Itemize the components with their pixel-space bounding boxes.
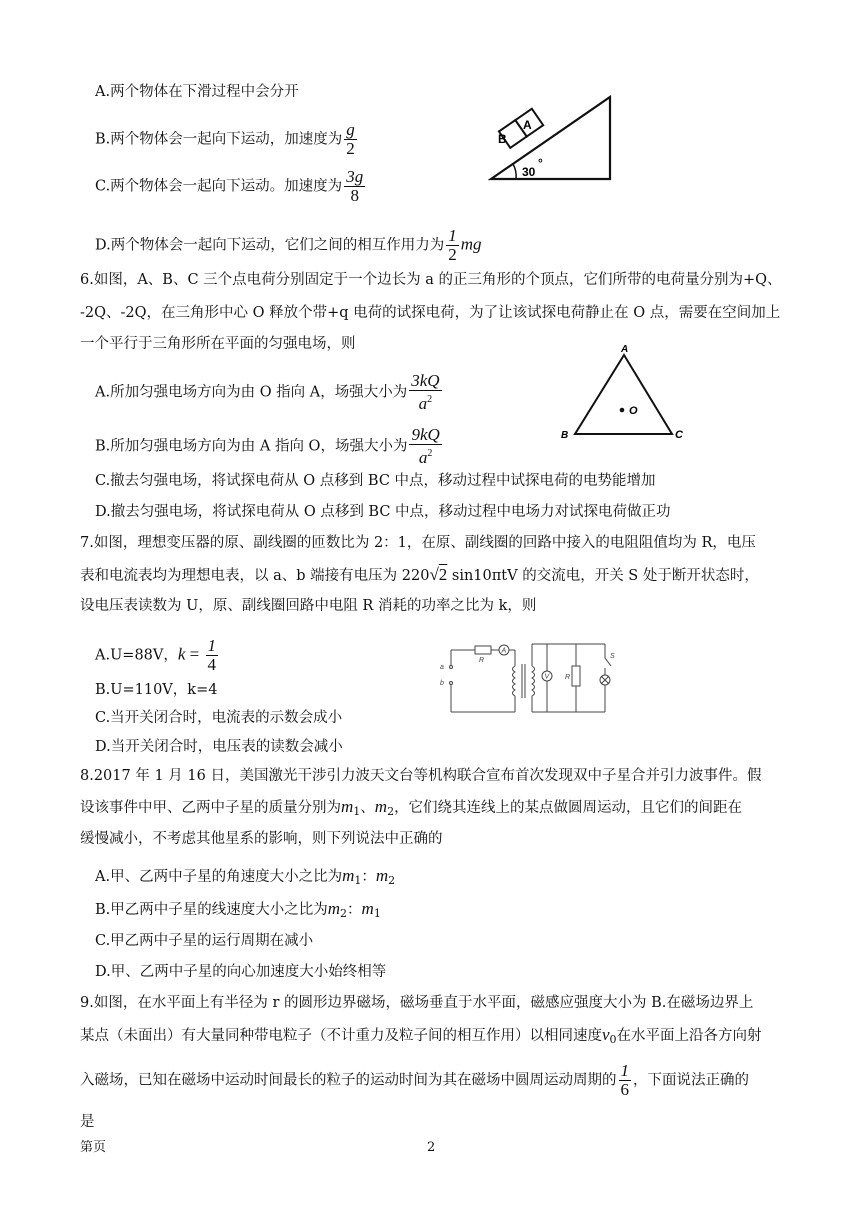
q5-option-d <box>95 227 482 264</box>
q6-option-a <box>95 372 444 413</box>
q6-option-a-fraction: $\frac{3kQ}{a^2}$ <box>411 371 440 413</box>
q7-stem-line2: 表和电流表均为理想电表，以 a、b 端接有电压为 220√2 sin10πtV 的交流电，开关 S 处于断开状态时， <box>80 565 759 584</box>
q6-option-b <box>95 426 444 467</box>
q7-fig-voltmeter: V <box>544 673 550 681</box>
q6-fig-label-o: O <box>629 405 638 417</box>
q6-option-b-text: B.所加匀强电场方向为由 A 指向 O，场强大小为 <box>95 438 408 455</box>
q5-option-c-fraction: $\frac{3g}{8}$ <box>346 167 364 205</box>
q8-stem-line3: 缓慢减小，不考虑其他星系的影响，则下列说法中正确的 <box>80 831 443 847</box>
q6-stem-line1: 6.如图，A、B、C 三个点电荷分别固定于一个边长为 a 的正三角形的个顶点，它们所带的电荷量分别为+Q、 <box>80 272 782 288</box>
q9-fraction: $\frac{1}{6}$ <box>620 1061 629 1099</box>
q7-fig-b: b <box>440 680 444 687</box>
q7-option-a: A.U=88V，k = $\frac{1}{4}$ <box>95 636 217 674</box>
q6-option-d: D.撤去匀强电场，将试探电荷从 O 点移到 BC 中点，移动过程中电场力对试探电荷做正功 <box>95 504 671 520</box>
q9-stem-line2: 某点（未面出）有大量同种带电粒子（不计重力及粒子间的相互作用）以相同速度$v_0$在水平面上沿各方向射 <box>80 1025 762 1046</box>
q5-fig-degree: ° <box>538 156 543 170</box>
q7-fig-ammeter: A <box>501 647 507 655</box>
q5-fig-label-b: B <box>498 132 507 146</box>
q5-option-d-mg: mg <box>460 234 482 254</box>
q7-circuit-figure <box>433 638 618 718</box>
q8-option-c: C.甲乙两中子星的运行周期在减小 <box>95 933 314 949</box>
q5-fig-label-a: A <box>523 118 532 132</box>
q6-fig-label-b: B <box>561 430 569 441</box>
q6-option-b-fraction: $\frac{9kQ}{a^2}$ <box>411 425 440 467</box>
q6-triangle-figure <box>555 340 695 445</box>
q6-stem-line3: 一个平行于三角形所在平面的匀强电场，则 <box>80 336 356 352</box>
q5-option-d-text: D.两个物体会一起向下运动，它们之间的相互作用力为 <box>95 237 445 254</box>
q7-option-c: C.当开关闭合时，电流表的示数会成小 <box>95 710 343 726</box>
q6-stem-line2: -2Q、-2Q，在三角形中心 O 释放个带+q 电荷的试探电荷，为了让该试探电荷静止在 O 点，需要在空间加上 <box>80 305 781 321</box>
q7-option-d: D.当开关闭合时，电压表的读数会减小 <box>95 739 343 755</box>
q9-stem-line3: 入磁场，已知在磁场中运动时间最长的粒子的运动时间为其在磁场中圆周运动周期的 $\frac{1}{6}$ ，下面说法正确的 <box>80 1061 749 1099</box>
q7-fig-a: a <box>440 664 444 671</box>
q8-option-a: A.甲、乙两中子星的角速度大小之比为$m_1$：$m_2$ <box>95 866 396 887</box>
page-number: 2 <box>427 1140 436 1155</box>
q5-option-b <box>95 121 359 158</box>
q6-fig-label-c: C <box>675 429 683 441</box>
q5-option-b-fraction: $\frac{g}{2}$ <box>346 120 355 158</box>
q7-option-b: B.U=110V，k=4 <box>95 682 218 698</box>
q5-incline-figure <box>488 75 618 185</box>
q6-option-a-text: A.所加匀强电场方向为由 O 指向 A，场强大小为 <box>95 384 408 401</box>
q7-stem-line1: 7.如图，理想变压器的原、副线圈的匝数比为 2：1，在原、副线圈的回路中接入的电阻阻值均为 R，电压 <box>80 535 756 551</box>
q8-stem-line2: 设该事件中甲、乙两中子星的质量分别为$m_1$、$m_2$，它们绕其连线上的某点做圆周运动，且它们的间距在 <box>80 797 743 818</box>
q5-option-d-fraction: $\frac{1}{2}$ <box>448 226 457 264</box>
q5-option-a: A.两个物体在下滑过程中会分开 <box>95 84 299 100</box>
q7-option-a-fraction: $\frac{1}{4}$ <box>207 636 217 674</box>
q5-fig-angle: 30 <box>522 165 536 179</box>
q5-option-c-text: C.两个物体会一起向下运动。加速度为 <box>95 178 343 195</box>
q6-fig-label-a: A <box>621 344 629 355</box>
q9-stem-line4: 是 <box>80 1114 95 1130</box>
q8-option-d: D.甲、乙两中子星的向心加速度大小始终相等 <box>95 964 387 980</box>
q7-fig-r1: R <box>479 657 485 664</box>
q5-option-c <box>95 168 367 205</box>
q7-fig-r2: R <box>565 674 571 681</box>
footer-label: 第页 <box>80 1140 107 1155</box>
q8-option-b: B.甲乙两中子星的线速度大小之比为$m_2$：$m_1$ <box>95 899 381 920</box>
q6-option-c: C.撤去匀强电场，将试探电荷从 O 点移到 BC 中点，移动过程中试探电荷的电势能增加 <box>95 473 656 489</box>
q7-stem-line3: 设电压表读数为 U，原、副线圈回路中电阻 R 消耗的功率之比为 k，则 <box>80 598 537 614</box>
q5-option-b-text: B.两个物体会一起向下运动，加速度为 <box>95 131 343 148</box>
q8-stem-line1: 8.2017 年 1 月 16 日，美国激光干涉引力波天文台等机构联合宣布首次发现双中子星合并引力波事件。假 <box>80 768 762 784</box>
q9-stem-line1: 9.如图，在水平面上有半径为 r 的圆形边界磁场，磁场垂直于水平面，磁感应强度大小为 B.在磁场边界上 <box>80 995 754 1011</box>
q7-fig-switch: S <box>610 653 615 660</box>
